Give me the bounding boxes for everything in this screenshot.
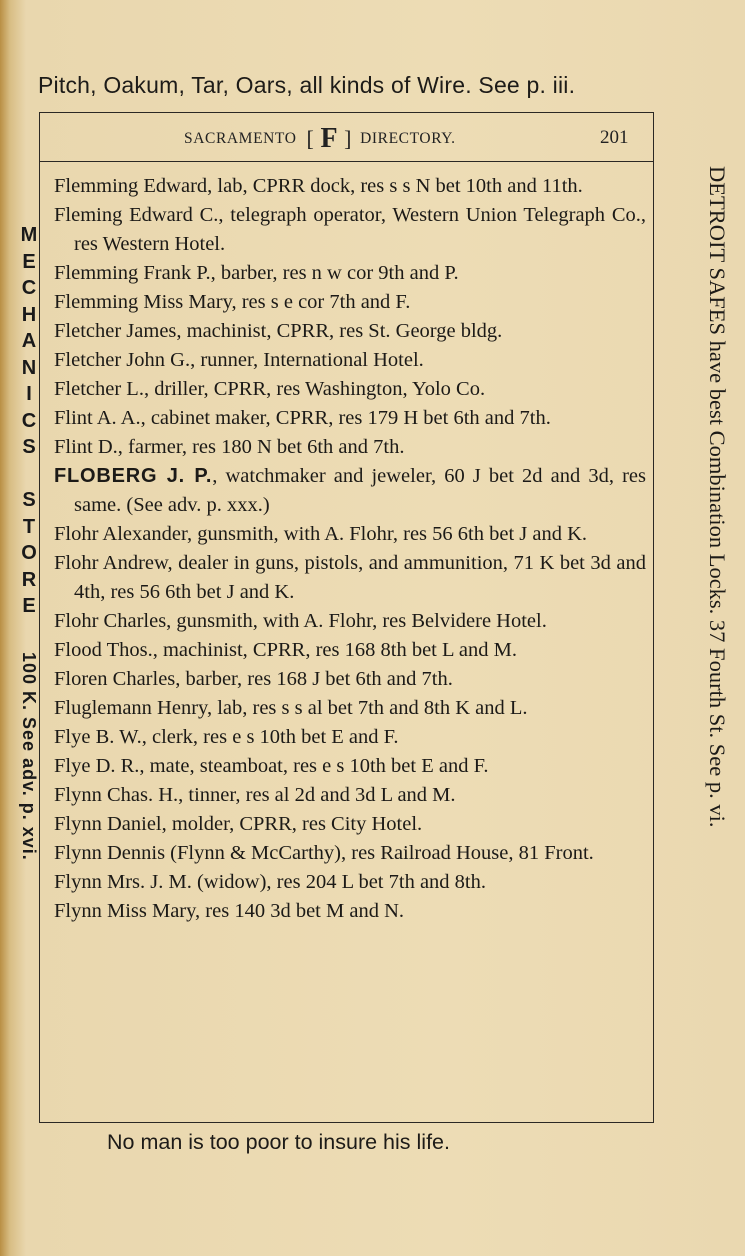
directory-entry: Floren Charles, barber, res 168 J bet 6th and 7th.: [54, 668, 453, 690]
running-head-city: SACRAMENTO: [184, 130, 297, 147]
store-letter: T: [22, 515, 36, 538]
directory-entries: [54, 172, 646, 926]
store-letter: S: [22, 436, 36, 458]
left-margin-store-name: [14, 222, 44, 620]
store-letter: I: [26, 383, 32, 405]
directory-entry: Flint A. A., cabinet maker, CPRR, res 179 H bet 6th and 7th.: [54, 407, 551, 429]
directory-entry: Flemming Edward, lab, CPRR dock, res s s N bet 10th and 11th.: [54, 175, 583, 197]
bottom-advertisement: No man is too poor to insure his life.: [107, 1130, 450, 1154]
directory-entry: Flood Thos., machinist, CPRR, res 168 8th bet L and M.: [54, 639, 517, 661]
header-rule: [39, 161, 654, 162]
right-margin-advertisement-text: DETROIT SAFES have best Combination Locks. 37 Fourth St. See p. vi.: [705, 166, 730, 828]
store-letter: H: [21, 303, 37, 326]
page-number: 201: [600, 127, 629, 148]
running-head: [184, 124, 456, 154]
store-letter: E: [22, 250, 36, 273]
directory-entry: Fleming Edward C., telegraph operator, Western Union Telegraph Co., res Western Hotel.: [54, 204, 646, 255]
directory-entry: Flint D., farmer, res 180 N bet 6th and 7th.: [54, 436, 405, 458]
directory-entry: Flohr Charles, gunsmith, with A. Flohr, res Belvidere Hotel.: [54, 610, 547, 632]
store-letter: C: [21, 409, 37, 432]
store-letter: E: [22, 595, 36, 617]
top-advertisement: Pitch, Oakum, Tar, Oars, all kinds of Wire. See p. iii.: [38, 72, 576, 98]
left-margin-address: [16, 652, 42, 1002]
store-letter: A: [21, 330, 37, 352]
directory-entry: Flohr Alexander, gunsmith, with A. Flohr, res 56 6th bet J and K.: [54, 523, 588, 545]
directory-entry: Flemming Miss Mary, res s e cor 7th and F.: [54, 291, 411, 313]
directory-entry-featured: [54, 462, 646, 520]
directory-entry: Flye D. R., mate, steamboat, res e s 10th bet E and F.: [54, 755, 489, 777]
running-head-letter: F: [320, 123, 339, 154]
directory-entry: Flynn Daniel, molder, CPRR, res City Hotel.: [54, 813, 423, 835]
directory-entry: Flynn Mrs. J. M. (widow), res 204 L bet 7th and 8th.: [54, 871, 486, 893]
running-head-bracket-close: ]: [344, 126, 353, 151]
store-letter-gap: [14, 461, 44, 488]
left-margin-advertisement: [14, 222, 44, 1002]
running-head-title: DIRECTORY.: [360, 130, 456, 147]
store-letter: S: [22, 489, 36, 511]
store-letter: C: [21, 277, 37, 299]
directory-entry: Fluglemann Henry, lab, res s s al bet 7th and 8th K and L.: [54, 697, 528, 719]
running-head-bracket-open: [: [306, 126, 315, 151]
directory-entry: Flynn Chas. H., tinner, res al 2d and 3d L and M.: [54, 784, 456, 806]
directory-entry: Flemming Frank P., barber, res n w cor 9th and P.: [54, 262, 459, 284]
directory-entry: Flohr Andrew, dealer in guns, pistols, and ammunition, 71 K bet 3d and 4th, res 56 6th bet J and K.: [54, 552, 646, 603]
featured-entry-details: , watchmaker and jeweler, 60 J bet 2d and 3d, res same. (See adv. p. xxx.): [74, 465, 646, 516]
directory-entry: Flye B. W., clerk, res e s 10th bet E and F.: [54, 726, 399, 748]
featured-entry-name: FLOBERG J. P.: [54, 465, 213, 487]
directory-entry: Fletcher L., driller, CPRR, res Washington, Yolo Co.: [54, 378, 486, 400]
store-letter: O: [21, 542, 37, 564]
directory-entry: Fletcher John G., runner, International Hotel.: [54, 349, 424, 371]
right-margin-advertisement: [699, 166, 739, 1102]
directory-entry: Flynn Dennis (Flynn & McCarthy), res Railroad House, 81 Front.: [54, 842, 594, 864]
left-margin-address-text: 100 K. See adv. p. xvi.: [19, 652, 39, 861]
store-letter: M: [20, 224, 38, 246]
directory-entry: Flynn Miss Mary, res 140 3d bet M and N.: [54, 900, 405, 922]
directory-entry: Fletcher James, machinist, CPRR, res St. George bldg.: [54, 320, 503, 342]
store-letter: N: [21, 356, 37, 379]
store-letter: R: [21, 568, 37, 591]
